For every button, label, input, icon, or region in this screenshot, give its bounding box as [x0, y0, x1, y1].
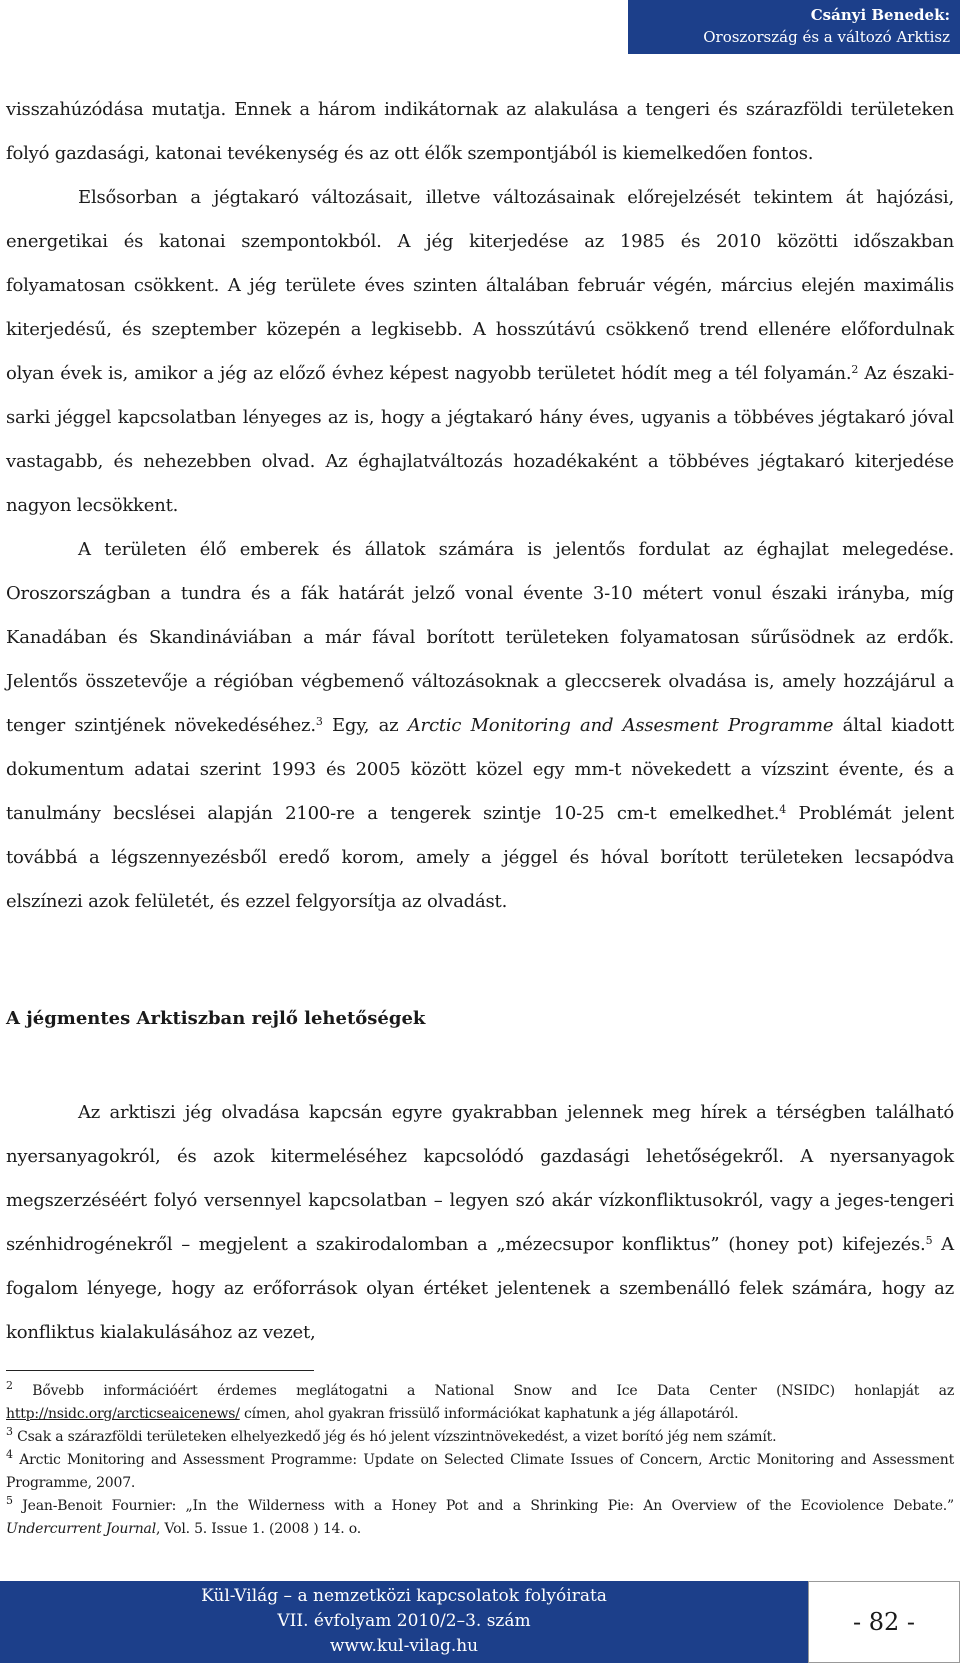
journal-title: Undercurrent Journal [6, 1521, 156, 1537]
header-author: Csányi Benedek: [810, 6, 950, 24]
footnote-2: $^2$ Bővebb információért érdemes meglátogatni a National Snow and Ice Data Center (NSIDC) honlapját az http://nsidc.org/arcticseaicenews/ címen, ahol gyakran frissülő információkat kaphatunk a jég állapotáról. [6, 1379, 954, 1422]
paragraph-2: Elsősorban a jégtakaró változásait, illetve változásainak előrejelzését tekintem át hajózási, energetikai és katonai szempontokból. A jég kiterjedése az 1985 és 2010 közötti időszakban folyamatosan csökkent. A jég területe éves szinten általában február végén, március elején maximális kiterjedésű, és szeptember közepén a legkisebb. A hosszútávú csökkenő trend ellenére előfordulnak olyan évek is, amikor a jég az előző évhez képest nagyobb területet hódít meg a tél folyamán.$^2$ Az északi-sarki jéggel kapcsolatban lényeges az is, hogy a jégtakaró hány éves, ugyanis a többéves jégtakaró jóval vastagabb, és nehezebben olvad. Az éghajlatváltozás hozadékaként a többéves jégtakaró kiterjedése nagyon lecsökkent. [6, 187, 954, 516]
article-body [6, 88, 954, 924]
footnote-3: $^3$ Csak a szárazföldi területeken elhelyezkedő jég és hó jelent vízszintnövekedést, a vizet borító jég nem számít. [6, 1425, 777, 1445]
page-number: - 82 - [808, 1581, 960, 1663]
section-paragraph-1: Az arktiszi jég olvadása kapcsán egyre gyakrabban jelennek meg hírek a térségben található nyersanyagokról, és azok kitermeléséhez kapcsolódó gazdasági lehetőségekről. A nyersanyagok megszerzéséért folyó versennyel kapcsolatban – legyen szó akár vízkonfliktusokról, vagy a jeges-tengeri szénhidrogénekről – megjelent a szakirodalomban a „mézecsupor konfliktus” (honey pot) kifejezés.$^5$ A fogalom lényege, hogy az erőforrások olyan értéket jelentenek a szembenálló felek számára, hogy az konfliktus kialakulásához az vezet, [6, 1102, 954, 1343]
footnote-ref-4: 4 [779, 803, 787, 816]
paragraph-1: visszahúzódása mutatja. Ennek a három indikátornak az alakulása a tengeri és szárazföldi területeken folyó gazdasági, katonai tevékenység és az ott élők szempontjából is kiemelkedően fontos. [6, 99, 954, 164]
footer-issue: VII. évfolyam 2010/2–3. szám [277, 1611, 531, 1631]
footnote-divider [6, 1370, 314, 1371]
footnotes [6, 1380, 954, 1541]
programme-title: Arctic Monitoring and Assesment Programme [407, 715, 834, 736]
footer-journal-name: Kül-Világ – a nemzetközi kapcsolatok folyóirata [201, 1586, 607, 1606]
section-body [6, 1091, 954, 1355]
nsidc-link[interactable]: http://nsidc.org/arcticseaicenews/ [6, 1406, 240, 1422]
journal-footer [0, 1581, 808, 1663]
footnote-ref-5: 5 [925, 1234, 933, 1247]
footer-url[interactable]: www.kul-vilag.hu [329, 1636, 479, 1656]
footnote-5: $^5$ Jean-Benoit Fournier: „In the Wilderness with a Honey Pot and a Shrinking Pie: An Overview of the Ecoviolence Debate.” Undercurrent Journal, Vol. 5. Issue 1. (2008 ) 14. o. [6, 1494, 954, 1537]
header-title: Oroszország és a változó Arktisz [703, 28, 950, 46]
footnote-ref-3: 3 [315, 715, 323, 728]
footnote-ref-2: 2 [851, 363, 859, 376]
section-heading: A jégmentes Arktiszban rejlő lehetőségek [6, 1008, 426, 1029]
paragraph-3: A területen élő emberek és állatok számára is jelentős fordulat az éghajlat melegedése. Oroszországban a tundra és a fák határát jelző vonal évente 3-10 métert vonul északi irányba, míg Kanadában és Skandináviában a már fával borított területeken folyamatosan sűrűsödnek az erdők. Jelentős összetevője a régióban végbemenő változásoknak a gleccserek olvadása is, amely hozzájárul a tenger szintjének növekedéséhez.$^3$ Egy, az Arctic Monitoring and Assesment Programme által kiadott dokumentum adatai szerint 1993 és 2005 között közel egy mm-t növekedett a vízszint évente, és a tanulmány becslései alapján 2100-re a tengerek szintje 10-25 cm-t emelkedhet.$^4$ Problémát jelent továbbá a légszennyezésből eredő korom, amely a jéggel és hóval borított területeken lecsapódva elszínezi azok felületét, és ezzel felgyorsítja az olvadást. [6, 539, 954, 912]
running-header [628, 0, 960, 54]
footnote-4: $^4$ Arctic Monitoring and Assessment Programme: Update on Selected Climate Issues of Concern, Arctic Monitoring and Assessment Programme, 2007. [6, 1448, 954, 1491]
